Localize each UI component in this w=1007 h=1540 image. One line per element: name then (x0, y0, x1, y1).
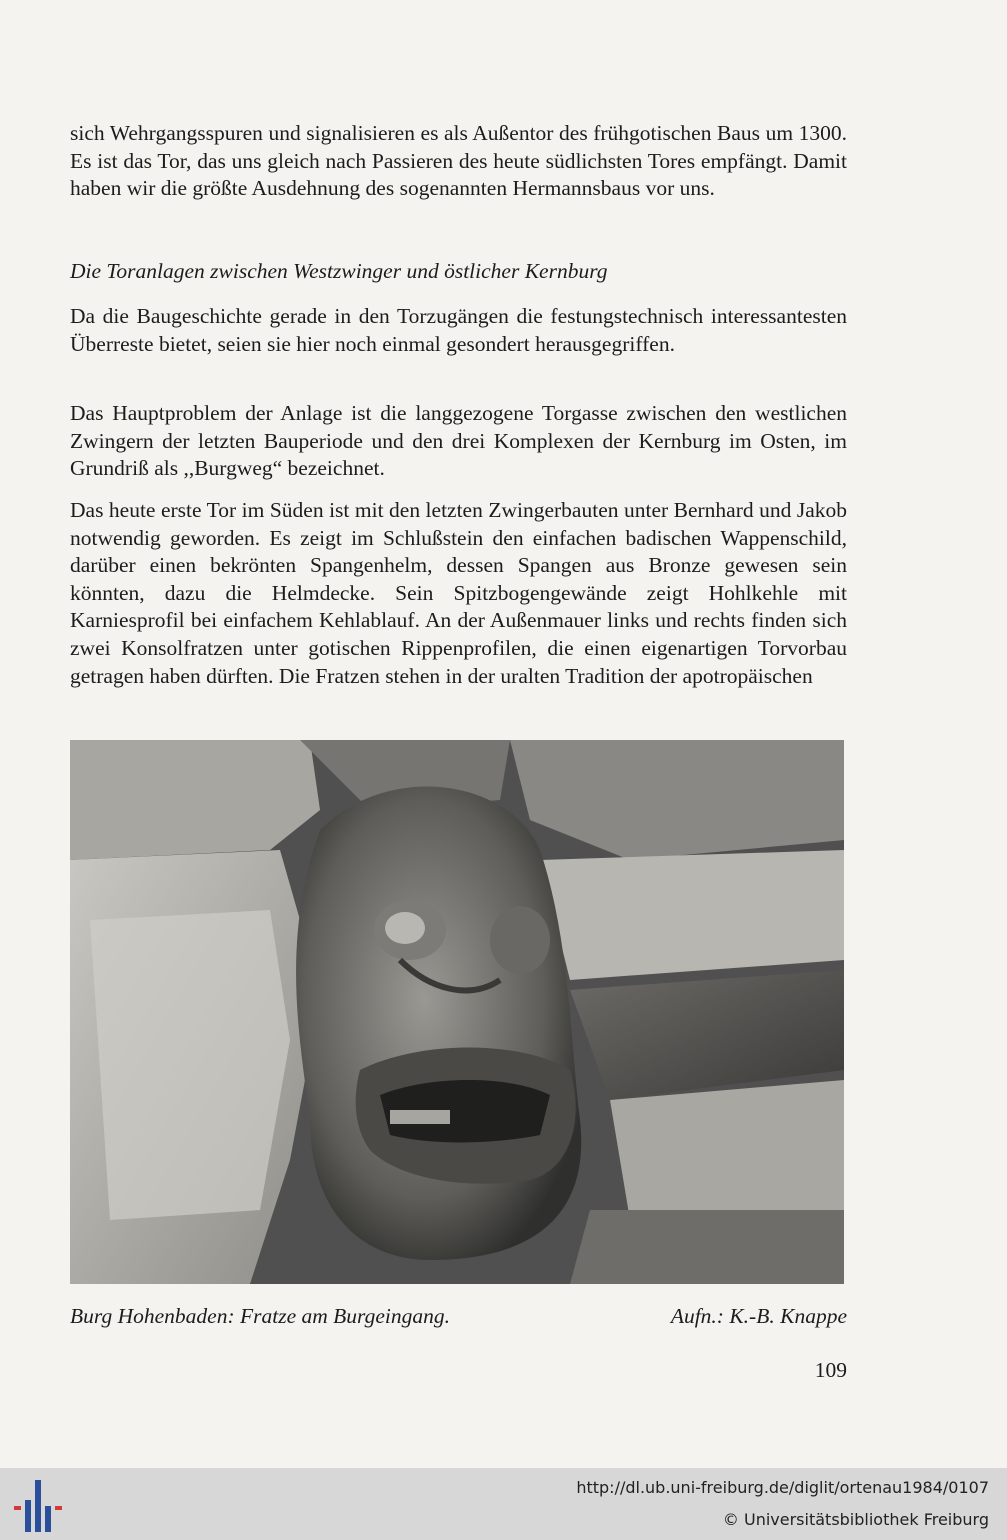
paragraph-3-text: Das Hauptproblem der Anlage ist die langgezogene Torgasse zwischen den westlichen Zwingern der letzten Bauperiode und den drei Komplexen der Kernburg im Osten, im Grundriß als ,,Burgweg“ bezeichnet. (70, 401, 847, 481)
library-footer-bar (0, 1468, 1007, 1540)
paragraph-3 (70, 400, 847, 483)
photo-credit: Aufn.: K.-B. Knappe (670, 1304, 847, 1328)
paragraph-4 (70, 497, 847, 690)
stone-grotesque-photo (70, 740, 844, 1284)
photo-illustration (70, 740, 844, 1284)
paragraph-2-text: Da die Baugeschichte gerade in den Torzugängen die festungstechnisch interessantesten Überreste bietet, seien sie hier noch einmal gesondert herausgegriffen. (70, 304, 847, 356)
document-url-link[interactable]: http://dl.ub.uni-freiburg.de/diglit/ortenau1984/0107 (576, 1478, 989, 1497)
copyright-notice: © Universitätsbibliothek Freiburg (722, 1510, 989, 1529)
paragraph-1-text: sich Wehrgangsspuren und signalisieren es als Außentor des frühgotischen Baus um 1300. Es ist das Tor, das uns gleich nach Passieren des heute südlichsten Tores empfängt. Damit haben wir die größte Ausdehnung des sogenannten Hermannsbaus vor uns. (70, 121, 847, 201)
paragraph-2 (70, 303, 847, 358)
ub-freiburg-logo-icon (12, 1480, 64, 1532)
paragraph-1 (70, 120, 847, 203)
paragraph-4-text: Das heute erste Tor im Süden ist mit den letzten Zwingerbauten unter Bernhard und Jakob notwendig geworden. Es zeigt im Schlußstein den einfachen badischen Wappenschild, darüber einen bekrönten Spangenhelm, dessen Spangen aus Bronze gewesen sein könnten, dazu die Helmdecke. Sein Spitzbogengewände zeigt Hohlkehle mit Karniesprofil bei einfachem Kehlablauf. An der Außenmauer links und rechts finden sich zwei Konsolfratzen unter gotischen Rippenprofilen, die einen eigenartigen Torvorbau getragen haben dürften. Die Fratzen stehen in der uralten Tradition der apotropäischen (70, 498, 847, 688)
page-number: 109 (814, 1358, 847, 1382)
photo-caption: Burg Hohenbaden: Fratze am Burgeingang. (70, 1304, 450, 1328)
section-heading: Die Toranlagen zwischen Westzwinger und östlicher Kernburg (70, 259, 608, 283)
